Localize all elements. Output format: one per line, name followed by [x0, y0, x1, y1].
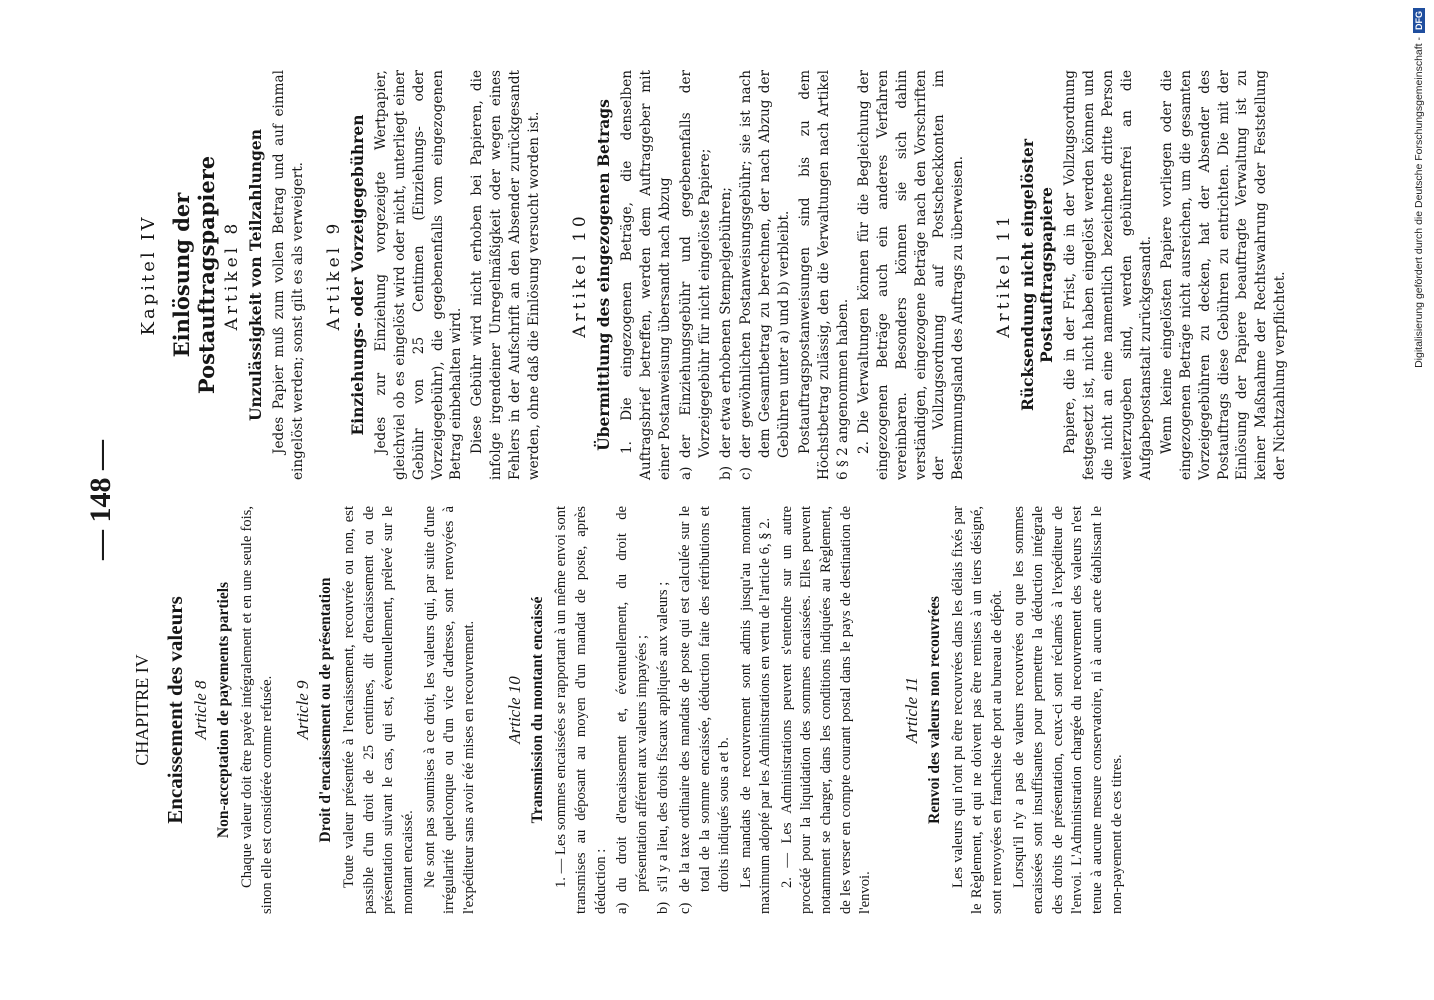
fr-item-c-text: de la taxe ordinaire des mandats de poste qui est calculée sur le total de la somme encaissée, déduction faite des rétributions et droits indiqués sous a et b.: [676, 506, 733, 892]
fr-article-9-heading: Article 9: [293, 680, 313, 740]
fr-article-11-paragraph-1: Les valeurs qui n'ont pu être recouvrées dans les délais fixés par le Règlement, et qui ne doivent pas être remises à un tiers désigné, sont renvoyées en franchise de port au bureau de dépôt.: [949, 506, 1006, 914]
de-article-11-heading: Artikel 11: [994, 212, 1015, 338]
funding-note-text: Digitalisierung gefördert durch die Deutsche Forschungsgemeinschaft -: [1413, 37, 1425, 368]
de-article-10-item-a: [677, 70, 715, 480]
fr-chapter-title: Encaissement des valeurs: [163, 596, 187, 824]
de-article-11-paragraph-2: Wenn keine eingelösten Papiere vorliegen oder die eingezogenen Beträge nicht ausreichen, um die gesamten Vorzeigegebühren zu decken, hat der Absender des Postauftrags diese Gebühren zu entrichten. Die mit der Einlösung der Papiere beauftragte Verwaltung ist zu keiner Maßnahme der Rechtswahrung oder Feststellung der Nichtzahlung verpflichtet.: [1158, 70, 1289, 480]
fr-article-10-subtitle: Transmission du montant encaissé: [529, 596, 547, 824]
fr-article-10-paragraph-3: 2. — Les Administrations peuvent s'entendre sur un autre procédé pour la liquidation des sommes encaissées. Elles peuvent notamment se charger, dans les conditions indiquées au Règlement, de les verser en compte courant postal dans le pays de destination de l'envoi.: [778, 506, 874, 914]
fr-article-9-subtitle: Droit d'encaissement ou de présentation: [317, 577, 335, 843]
de-item-a-marker: a): [677, 466, 694, 480]
fr-article-9-paragraph-1: Toute valeur présentée à l'encaissement, recouvrée ou non, est passible d'un droit de 25 centimes, dit d'encaissement ou de présentation suivant le cas, qui est, éventuellement, prélevé sur le montant encaissé.: [341, 506, 416, 914]
de-article-11-subtitle: Rücksendung nicht eingelöster Postauftragspapiere: [1018, 138, 1057, 412]
de-article-9-heading: Artikel 9: [323, 219, 344, 331]
fr-article-11-heading: Article 11: [901, 676, 921, 744]
de-article-10-item-c: [737, 70, 794, 480]
fr-article-10-item-c: [676, 506, 735, 914]
fr-article-10-heading: Article 10: [505, 676, 525, 744]
fr-item-b-marker: b): [655, 901, 672, 914]
de-article-10-heading: Artikel 10: [569, 212, 590, 338]
german-column: [138, 70, 1292, 480]
de-article-9-subtitle: Einziehungs- oder Vorzeigegebühren: [347, 114, 367, 436]
de-item-c-text: der gewöhnlichen Postanweisungsgebühr; sie ist nach dem Gesamtbetrag zu berechnen, der nach Abzug der Gebühren unter a) und b) verbleibt.: [738, 70, 793, 458]
de-item-b-marker: b): [717, 465, 734, 480]
de-item-b-text: der etwa erhobenen Stempelgebühren;: [717, 187, 734, 458]
de-article-10-paragraph-2: Postauftragspostanweisungen sind bis zu dem Höchstbetrag zulässig, den die Verwaltungen nach Artikel 6 § 2 angenommen haben.: [797, 70, 851, 480]
french-column: [132, 506, 1129, 914]
de-chapter-heading: Kapitel IV: [138, 214, 159, 336]
fr-article-10-paragraph-1: 1. — Les sommes encaissées se rapportant à un même envoi sont transmises au déposant au moyen d'un mandat de poste, après déduction :: [553, 506, 609, 914]
fr-item-c-marker: c): [676, 902, 693, 914]
fr-article-10-item-b: [654, 506, 674, 914]
de-article-9-paragraph-2: Diese Gebühr wird nicht erhoben bei Papieren, die infolge irgendeiner Unregelmäßigkeit oder wegen eines Fehlers in der Aufschrift an den Absender zurückgesandt werden, ohne daß die Einlösung versucht worden ist.: [469, 70, 543, 480]
de-article-9-paragraph-1: Jedes zur Einziehung vorgezeigte Wertpapier, gleichviel ob es eingelöst wird oder nicht, unterliegt einer Gebühr von 25 Centimen (Einziehungs- oder Vorzeigegebühr), die gegebenenfalls vom eingezogenen Betrag einbehalten wird.: [372, 70, 465, 480]
de-chapter-title: Einlösung der Postauftragspapiere: [169, 155, 219, 395]
dfg-logo: DFG: [1413, 8, 1425, 33]
de-item-c-marker: c): [738, 467, 755, 480]
fr-article-11-paragraph-2: Lorsqu'il n'y a pas de valeurs recouvrées ou que les sommes encaissées sont insuffisantes pour permettre la déduction intégrale des droits de présentation, ceux-ci sont réclamés à l'expéditeur de l'envoi. L'Administration chargée du recouvrement des valeurs n'est tenue à aucune mesure conservatoire, ni à aucun acte établissant le non-payement de ces titres.: [1010, 506, 1125, 914]
fr-article-8-heading: Article 8: [191, 680, 210, 740]
fr-article-8-subtitle: Non-acceptation de payements partiels: [215, 581, 232, 839]
fr-chapter-heading: CHAPITRE IV: [132, 654, 152, 766]
fr-article-10-paragraph-2: Les mandats de recouvrement sont admis jusqu'au montant maximum adopté par les Administrations en vertu de l'article 6, § 2.: [737, 506, 774, 914]
funding-note: [1410, 8, 1428, 992]
de-article-11-paragraph-1: Papiere, die in der Frist, die in der Vollzugsordnung festgesetzt ist, nicht haben eingelöst werden können und die nicht an eine namentlich bezeichnete dritte Person weiterzugeben sind, werden gebührenfrei an die Aufgabepostanstalt zurückgesandt.: [1062, 70, 1154, 480]
de-article-8-subtitle: Unzulässigkeit von Teilzahlungen: [246, 129, 265, 421]
funding-note-rotated: [1410, 8, 1428, 992]
de-article-10-paragraph-1: 1. Die eingezogenen Beträge, die denselben Auftragsbrief betreffen, werden dem Auftraggeber mit einer Postanweisung übersandt nach Abzug: [618, 70, 673, 480]
fr-article-11-subtitle: Renvoi des valeurs non recouvrées: [925, 596, 943, 824]
fr-article-10-item-a: [613, 506, 652, 914]
fr-item-a-marker: a): [614, 902, 631, 914]
fr-item-b-text: s'il y a lieu, des droits fiscaux appliqués aux valeurs ;: [655, 581, 672, 892]
de-article-10-item-b: [717, 70, 736, 480]
page-number: — 148 —: [84, 440, 117, 560]
fr-article-9-paragraph-2: Ne sont pas soumises à ce droit, les valeurs qui, par suite d'une irrégularité quelconque ou d'un vice d'adresse, sont renvoyées à l'expéditeur sans avoir été mises en recouvrement.: [421, 506, 477, 914]
fr-item-a-text: du droit d'encaissement et, éventuellement, du droit de présentation afférent aux valeurs impayées ;: [614, 506, 650, 892]
de-article-10-paragraph-3: 2. Die Verwaltungen können für die Begleichung der eingezogenen Beträge auch ein anderes Verfahren vereinbaren. Besonders können sie sich dahin verständigen, eingezogene Beträge nach den Vorschriften der Vollzugsordnung auf Postscheckkonten im Bestimmungsland des Auftrags zu überweisen.: [855, 70, 967, 480]
de-item-a-text: der Einziehungsgebühr und gegebenenfalls der Vorzeigegebühr für nicht eingelöste Papiere;: [677, 70, 713, 458]
de-article-8-paragraph: Jedes Papier muß zum vollen Betrag und auf einmal eingelöst werden; sonst gilt es als verweigert.: [271, 70, 306, 480]
fr-article-8-paragraph: Chaque valeur doit être payée intégralement et en une seule fois, sinon elle est considérée comme refusée.: [239, 506, 275, 914]
de-article-8-heading: Artikel 8: [222, 219, 242, 331]
de-article-10-subtitle: Übermittlung des eingezogenen Betrags: [593, 99, 613, 451]
